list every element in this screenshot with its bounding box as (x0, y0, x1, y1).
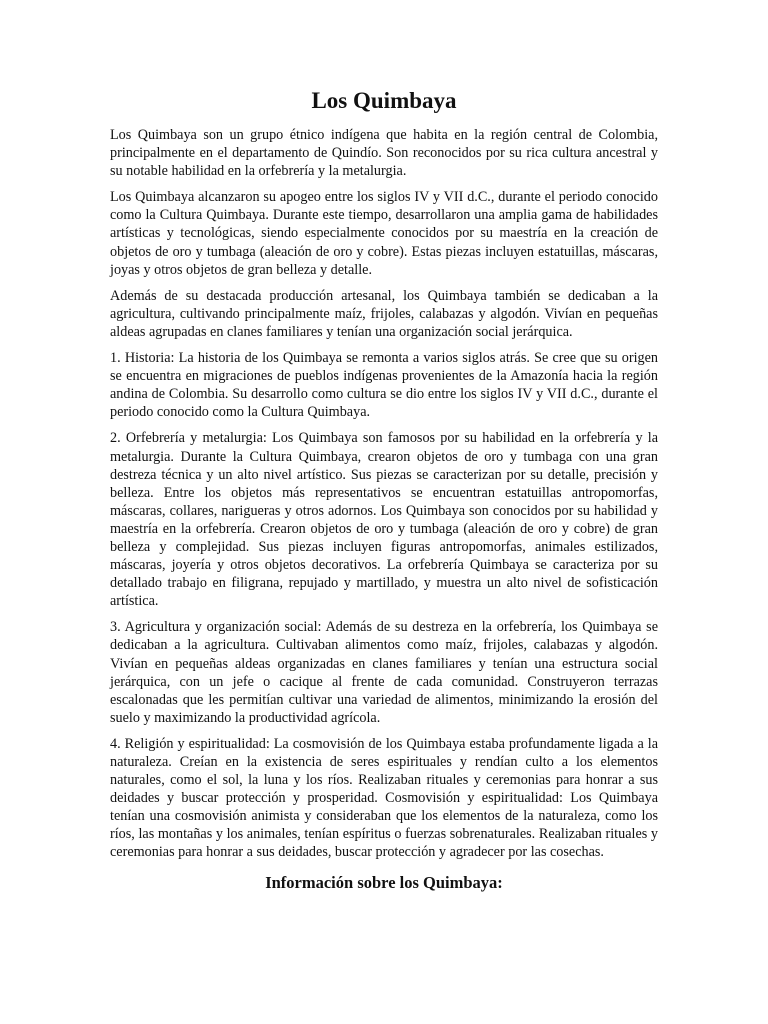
paragraph-intro: Los Quimbaya son un grupo étnico indígena que habita en la región central de Colombia, principalmente en el departamento de Quindío. Son reconocidos por su rica cultura ancestral y su notable habilidad en la orfebrería y la metalurgia. (110, 127, 658, 180)
paragraph-historia: 1. Historia: La historia de los Quimbaya se remonta a varios siglos atrás. Se cree que su origen se encuentra en migraciones de pueblos indígenas provenientes de la Amazonía hacia la región andina de Colombia. Su desarrollo como cultura se dio entre los siglos IV y VII d.C., durante el periodo conocido como la Cultura Quimbaya. (110, 350, 658, 421)
document-title: Los Quimbaya (311, 88, 457, 113)
paragraph-orfebreria: 2. Orfebrería y metalurgia: Los Quimbaya son famosos por su habilidad en la orfebrería y la metalurgia. Durante la Cultura Quimbaya, crearon objetos de oro y tumbaga con una gran destreza técnica y un alto nivel artístico. Sus piezas se caracterizan por su detalle, precisión y belleza. Entre los objetos más representativos se encuentran estatuillas antropomorfas, máscaras, collares, narigueras y otros adornos. Los Quimbaya son conocidos por su habilidad y maestría en la orfebrería. Crearon objetos de oro y tumbaga (aleación de oro y cobre) de gran belleza y complejidad. Sus piezas incluyen figuras antropomorfas, animales estilizados, máscaras, joyería y otros objetos decorativos. La orfebrería Quimbaya se caracteriza por su detallado trabajo en filigrana, repujado y martillado, y muestra un alto nivel de sofisticación artística. (110, 430, 658, 610)
section-subtitle: Información sobre los Quimbaya: (265, 872, 503, 892)
paragraph-agriculture-intro: Además de su destacada producción artesanal, los Quimbaya también se dedicaban a la agricultura, cultivando principalmente maíz, frijoles, calabazas y algodón. Vivían en pequeñas aldeas agrupadas en clanes familiares y tenían una organización social jerárquica. (110, 287, 658, 340)
paragraph-agricultura-organizacion: 3. Agricultura y organización social: Además de su destreza en la orfebrería, los Quimbaya se dedicaban a la agricultura. Cultivaban alimentos como maíz, frijoles, calabazas y algodón. Vivían en pequeñas aldeas organizadas en clanes familiares y tenían una estructura social jerárquica, con un jefe o cacique al frente de cada comunidad. Construyeron terrazas escalonadas que les permitían cultivar una variedad de alimentos, minimizando la erosión del suelo y maximizando la productividad agrícola. (110, 619, 658, 726)
paragraph-apogee: Los Quimbaya alcanzaron su apogeo entre los siglos IV y VII d.C., durante el periodo conocido como la Cultura Quimbaya. Durante este tiempo, desarrollaron una amplia gama de habilidades artísticas y tecnológicas, siendo especialmente conocidos por su maestría en la creación de objetos de oro y tumbaga (aleación de oro y cobre). Estas piezas incluyen estatuillas, máscaras, joyas y otros objetos de gran belleza y detalle. (110, 189, 658, 278)
document-page (110, 86, 658, 894)
paragraph-religion: 4. Religión y espiritualidad: La cosmovisión de los Quimbaya estaba profundamente ligada a la naturaleza. Creían en la existencia de seres espirituales y rendían culto a los elementos naturales, como el sol, la luna y los ríos. Realizaban rituales y ceremonias para honrar a sus deidades y buscar protección y prosperidad. Cosmovisión y espiritualidad: Los Quimbaya tenían una cosmovisión animista y consideraban que los elementos de la naturaleza, como los ríos, las montañas y los animales, tenían espíritus o fuerzas sobrenaturales. Realizaban rituales y ceremonias para honrar a sus deidades, buscar protección y agradecer por las cosechas. (110, 735, 658, 861)
